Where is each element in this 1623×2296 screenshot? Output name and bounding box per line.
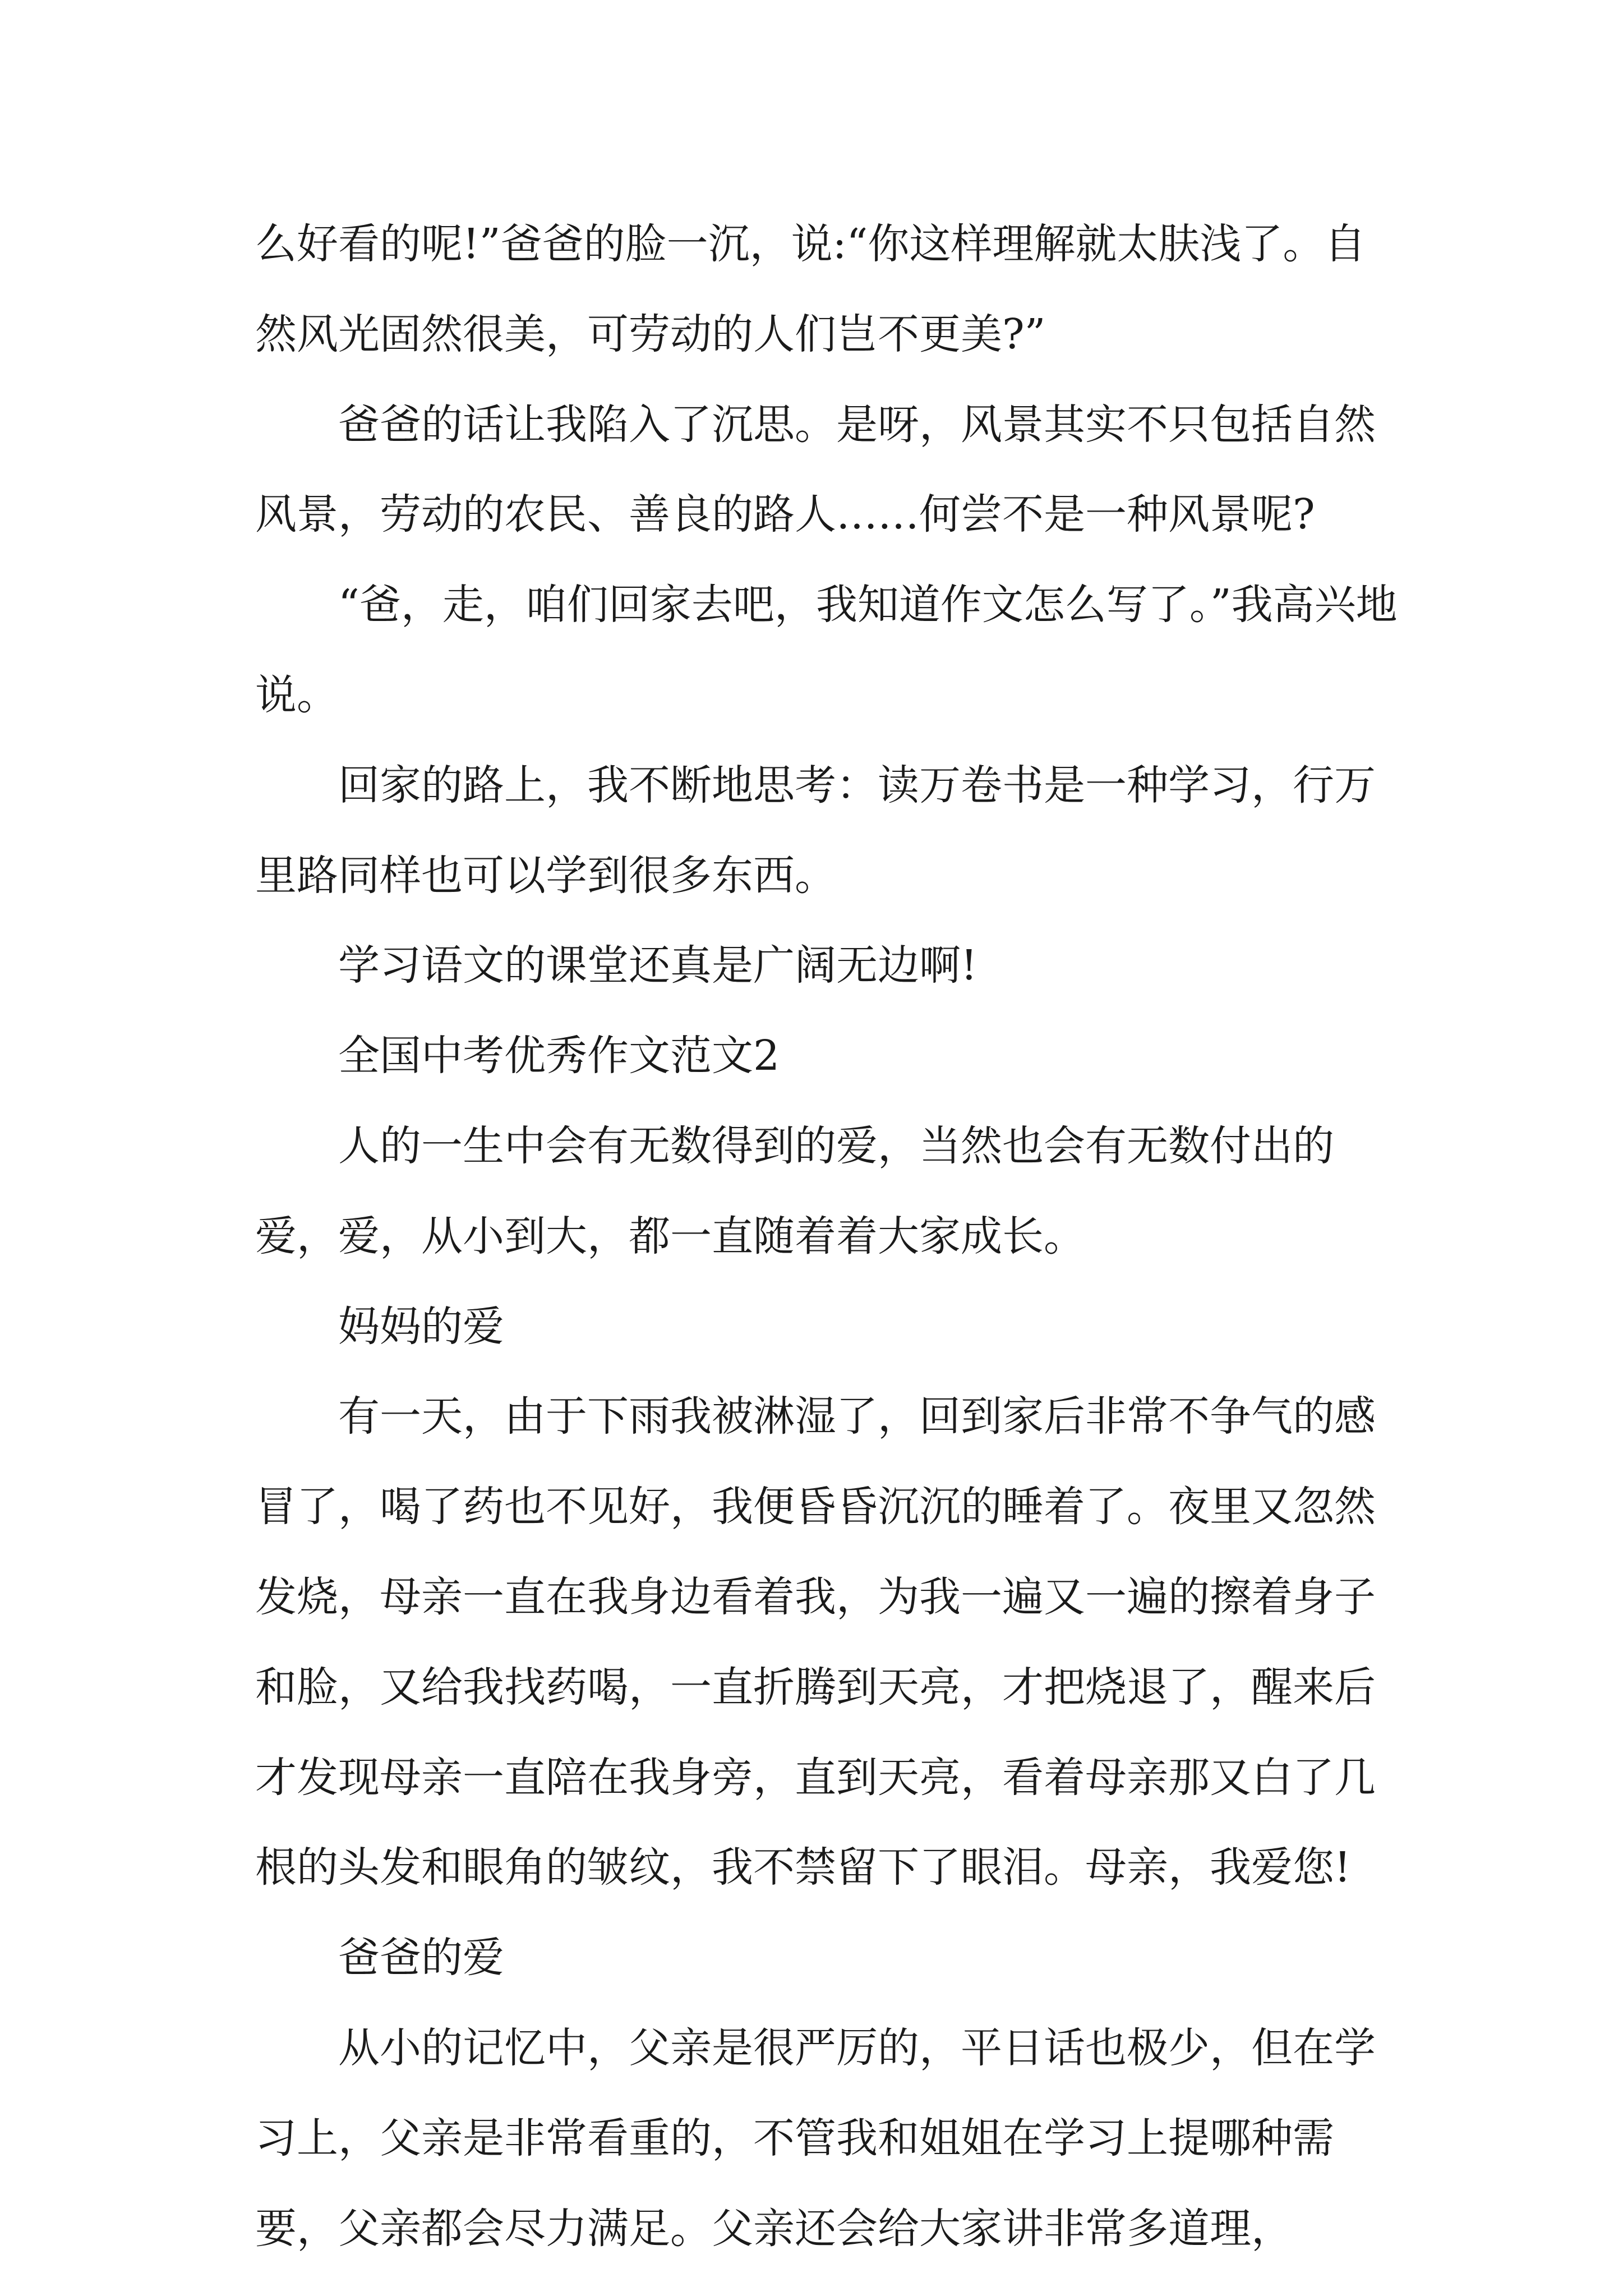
- paragraph-continuation: 么好看的呢!”爸爸的脸一沉，说:“你这样理解就太肤浅了。自然风光固然很美，可劳动的人们岂不更美?”: [255, 220, 1366, 358]
- paragraph: 有一天，由于下雨我被淋湿了，回到家后非常不争气的感冒了，喝了药也不见好，我便昏昏沉沉的睡着了。夜里又忽然发烧，母亲一直在我身边看着我，为我一遍又一遍的擦着身子和脸，又给我找药喝，一直折腾到天亮，才把烧退了，醒来后才发现母亲一直陪在我身旁，直到天亮，看着母亲那又白了几根的头发和眼角的皱纹，我不禁留下了眼泪。母亲，我爱您!: [255, 1392, 1376, 1892]
- paragraph: “爸，走，咱们回家去吧，我知道作文怎么写了。”我高兴地说。: [255, 581, 1398, 719]
- essay-body: [255, 199, 1399, 2274]
- paragraph: 人的一生中会有无数得到的爱，当然也会有无数付出的爱，爱，从小到大，都一直随着着大家成长。: [255, 1121, 1334, 1260]
- paragraph: 回家的路上，我不断地思考：读万卷书是一种学习，行万里路同样也可以学到很多东西。: [255, 761, 1376, 900]
- paragraph: 爸爸的话让我陷入了沉思。是呀，风景其实不只包括自然风景，劳动的农民、善良的路人……何尝不是一种风景呢?: [255, 400, 1376, 539]
- essay-heading: 全国中考优秀作文范文2: [338, 1032, 780, 1080]
- section-heading: 爸爸的爱: [338, 1934, 504, 1982]
- paragraph: 从小的记忆中，父亲是很严厉的，平日话也极少，但在学习上，父亲是非常看重的，不管我和姐姐在学习上提哪种需要，父亲都会尽力满足。父亲还会给大家讲非常多道理，: [255, 2023, 1376, 2253]
- section-heading: 妈妈的爱: [338, 1302, 504, 1351]
- paragraph: 学习语文的课堂还真是广阔无边啊!: [338, 941, 978, 990]
